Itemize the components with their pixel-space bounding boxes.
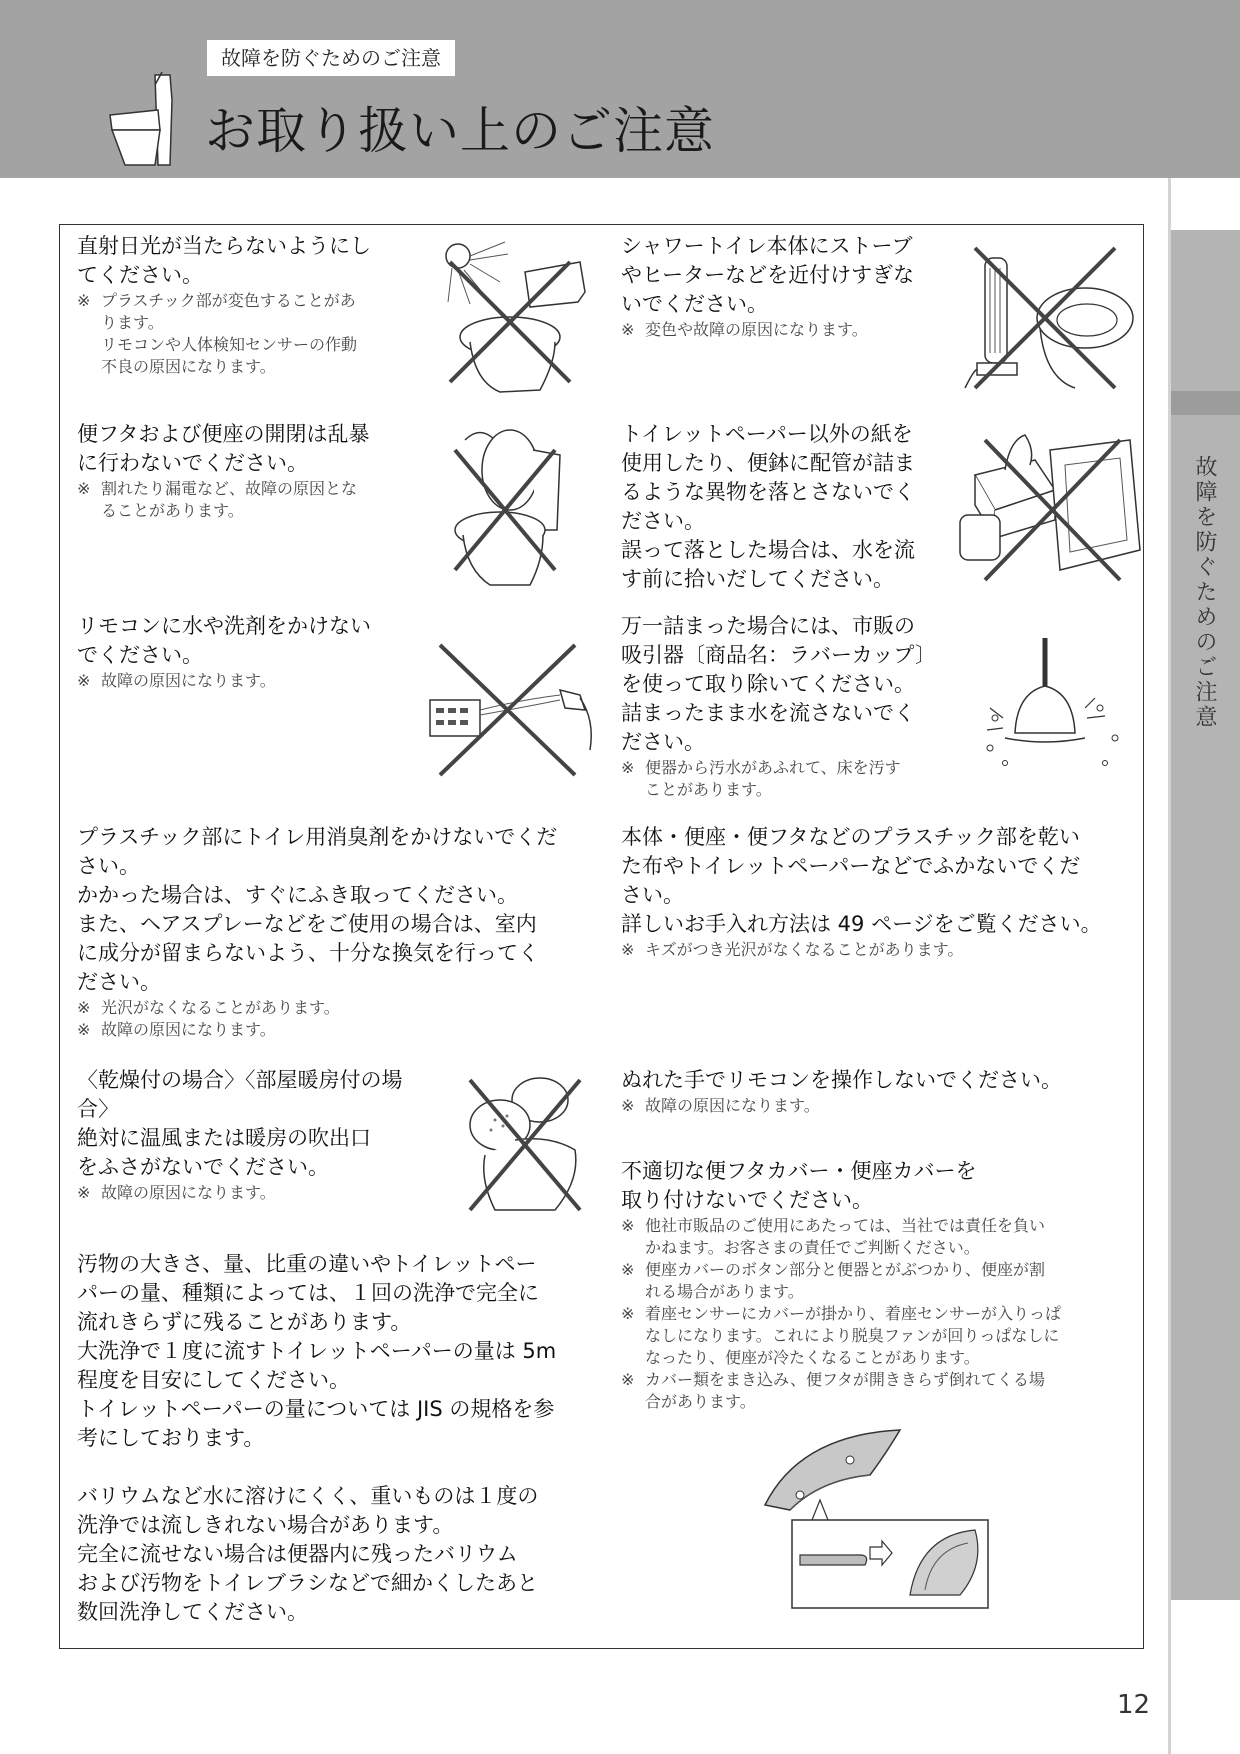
note-mark: ※ — [621, 1304, 635, 1323]
caution-note-line: ります。 — [101, 313, 164, 332]
caution-heading-line: 誤って落とした場合は、水を流 — [621, 538, 915, 562]
section-side-tab — [1171, 230, 1240, 1600]
caution-heading-line: た布やトイレットペーパーなどでふかないでくだ — [621, 854, 1081, 878]
caution-note — [621, 757, 961, 779]
caution-sunlight — [77, 232, 417, 378]
caution-heading-line: 吸引器〔商品名：ラバーカップ〕 — [621, 643, 936, 667]
caution-heading-line: 洗浄では流しきれない場合があります。 — [77, 1513, 454, 1537]
caution-heading-line: シャワートイレ本体にストーブ — [621, 234, 913, 258]
note-text: 故障の原因になります。 — [101, 1183, 276, 1202]
note-text: 故障の原因になります。 — [101, 1020, 276, 1039]
caution-vent — [77, 1066, 417, 1204]
lid-slam-illustration — [445, 420, 570, 590]
caution-heading-line: 絶対に温風または暖房の吹出口 — [77, 1126, 371, 1150]
note-text: キズがつき光沢がなくなることがあります。 — [645, 940, 964, 959]
caution-heading-line: 詳しいお手入れ方法は 49 ページをご覧ください。 — [621, 912, 1102, 936]
caution-note — [77, 997, 607, 1019]
caution-heading-line: 取り付けないでください。 — [621, 1188, 873, 1212]
note-text: 光沢がなくなることがあります。 — [101, 998, 340, 1017]
caution-heading-line: また、ヘアスプレーなどをご使用の場合は、室内 — [77, 912, 537, 936]
caution-heading-line: す前に拾いだしてください。 — [621, 567, 894, 591]
caution-heading-line: ださい。 — [621, 730, 705, 754]
caution-heading-line: をふさがないでください。 — [77, 1155, 329, 1179]
note-text: 便器から汚水があふれて、床を汚す — [645, 758, 901, 777]
caution-heading-line: を使って取り除いてください。 — [621, 672, 915, 696]
caution-heading-line: かかった場合は、すぐにふき取ってください。 — [77, 883, 518, 907]
caution-remote-water — [77, 612, 417, 692]
caution-heading-line: 詰まったまま水を流さないでく — [621, 701, 915, 725]
caution-note — [621, 1215, 1141, 1237]
caution-heading-line: 不適切な便フタカバー・便座カバーを — [621, 1159, 977, 1183]
note-mark: ※ — [77, 1020, 91, 1039]
note-mark: ※ — [77, 671, 91, 690]
caution-heading-line: バリウムなど水に溶けにくく、重いものは１度の — [77, 1484, 539, 1508]
caution-heading-line: 便フタおよび便座の開閉は乱暴 — [77, 422, 370, 446]
caution-note-line: なったり、便座が冷たくなることがあります。 — [645, 1348, 980, 1367]
caution-heading-line: ださい。 — [77, 970, 161, 994]
caution-heading-line: に成分が留まらないよう、十分な換気を行ってく — [77, 941, 539, 965]
caution-foreign-objects — [621, 420, 961, 594]
note-mark: ※ — [77, 291, 91, 310]
caution-heading-line: トイレットペーパーの量については JIS の規格を参 — [77, 1397, 555, 1421]
note-mark: ※ — [621, 940, 635, 959]
side-tab-label: 故障を防ぐためのご注意 — [1192, 455, 1217, 730]
caution-heading-line: 考にしております。 — [77, 1426, 265, 1450]
caution-note — [621, 319, 961, 341]
caution-note — [77, 1019, 607, 1041]
note-mark: ※ — [621, 320, 635, 339]
caution-heading-line: 汚物の大きさ、量、比重の違いやトイレットペー — [77, 1252, 537, 1276]
note-text: 便座カバーのボタン部分と便器とがぶつかり、便座が割 — [645, 1260, 1046, 1279]
note-mark: ※ — [621, 758, 635, 777]
remote-water-illustration — [420, 640, 600, 780]
note-text: 変色や故障の原因になります。 — [645, 320, 868, 339]
caution-heading-line: 大洗浄で１度に流すトイレットペーパーの量は 5m — [77, 1339, 557, 1363]
caution-note-line: ることがあります。 — [101, 501, 244, 520]
page-title: お取り扱い上のご注意 — [205, 102, 715, 160]
note-text: 他社市販品のご使用にあたっては、当社では責任を負い — [645, 1216, 1046, 1235]
side-tab-marker — [1171, 391, 1240, 415]
caution-heading-line: および汚物をトイレブラシなどで細かくしたあと — [77, 1571, 538, 1595]
note-mark: ※ — [621, 1216, 635, 1235]
caution-note — [621, 1303, 1141, 1325]
caution-heading-line: いでください。 — [621, 292, 768, 316]
caution-heading-line: さい。 — [77, 854, 140, 878]
caution-heading-line: 流れきらずに残ることがあります。 — [77, 1310, 412, 1334]
caution-heading-line: トイレットペーパー以外の紙を — [621, 422, 913, 446]
caution-barium — [77, 1482, 617, 1627]
caution-note-line: リモコンや人体検知センサーの作動 — [101, 335, 358, 354]
note-mark: ※ — [77, 479, 91, 498]
caution-clog — [621, 612, 961, 801]
caution-wipe — [621, 823, 1141, 961]
note-mark: ※ — [77, 998, 91, 1017]
caution-lid-seat — [77, 420, 417, 522]
caution-heading-line: ぬれた手でリモコンを操作しないでください。 — [621, 1068, 1062, 1092]
caution-wet-hands — [621, 1066, 1141, 1117]
caution-heading-line: に行わないでください。 — [77, 451, 308, 475]
note-text: 故障の原因になります。 — [101, 671, 276, 690]
caution-heading-line: 万一詰まった場合には、市販の — [621, 614, 915, 638]
caution-flush — [77, 1250, 617, 1453]
caution-note — [77, 1182, 417, 1204]
caution-note-line: なしになります。これにより脱臭ファンが回りっぱなしに — [645, 1326, 1060, 1345]
note-text: 着座センサーにカバーが掛かり、着座センサーが入りっぱ — [645, 1304, 1062, 1323]
caution-heading-line: やヒーターなどを近付けすぎな — [621, 263, 915, 287]
plunger-illustration — [975, 638, 1135, 778]
caution-note-line: れる場合があります。 — [645, 1282, 804, 1301]
header-band — [0, 0, 1240, 178]
sunlight-toilet-illustration — [430, 232, 590, 402]
caution-heater — [621, 232, 961, 341]
caution-heading-line: るような異物を落とさないでく — [621, 480, 915, 504]
caution-note-line: かねます。お客さまの責任でご判断ください。 — [645, 1238, 980, 1257]
caution-heading-line: でください。 — [77, 643, 203, 667]
caution-heading-line: パーの量、種類によっては、１回の洗浄で完全に — [77, 1281, 539, 1305]
caution-heading-line: 〈乾燥付の場合〉〈部屋暖房付の場合〉 — [77, 1068, 403, 1121]
caution-deodorant — [77, 823, 607, 1041]
page-number: 12 — [1117, 1690, 1151, 1720]
caution-heading-line: 完全に流せない場合は便器内に残ったバリウム — [77, 1542, 518, 1566]
caution-note — [77, 670, 417, 692]
caution-heading-line: ださい。 — [621, 509, 705, 533]
paper-objects-illustration — [955, 420, 1145, 590]
caution-heading-line: リモコンに水や洗剤をかけない — [77, 614, 371, 638]
note-text: プラスチック部が変色することがあ — [101, 291, 356, 310]
caution-note-line: ことがあります。 — [645, 780, 772, 799]
caution-heading-line: てください。 — [77, 263, 203, 287]
seat-cover-illustration — [760, 1425, 990, 1610]
caution-heading-line: 程度を目安にしてください。 — [77, 1368, 350, 1392]
caution-note — [621, 939, 1141, 961]
note-text: カバー類をまき込み、便フタが開ききらず倒れてくる場 — [645, 1370, 1045, 1389]
note-mark: ※ — [77, 1183, 91, 1202]
caution-note-line: 合があります。 — [645, 1392, 756, 1411]
caution-heading-line: プラスチック部にトイレ用消臭剤をかけないでくだ — [77, 825, 558, 849]
caution-cover — [621, 1157, 1141, 1413]
note-mark: ※ — [621, 1260, 635, 1279]
caution-heading-line: 数回洗浄してください。 — [77, 1600, 308, 1624]
caution-note — [77, 478, 417, 500]
caution-heading-line: 使用したり、便鉢に配管が詰ま — [621, 451, 915, 475]
vent-blocked-illustration — [455, 1070, 595, 1220]
caution-heading-line: さい。 — [621, 883, 684, 907]
toilet-icon — [100, 70, 180, 170]
note-mark: ※ — [621, 1096, 635, 1115]
note-mark: ※ — [621, 1370, 635, 1389]
caution-note-line: 不良の原因になります。 — [101, 357, 276, 376]
caution-note — [621, 1259, 1141, 1281]
caution-heading-line: 直射日光が当たらないようにし — [77, 234, 371, 258]
heater-toilet-illustration — [955, 238, 1135, 393]
caution-note — [77, 290, 417, 312]
caution-note — [621, 1095, 1141, 1117]
note-text: 故障の原因になります。 — [645, 1096, 820, 1115]
section-tag: 故障を防ぐためのご注意 — [207, 40, 455, 76]
caution-heading-line: 本体・便座・便フタなどのプラスチック部を乾い — [621, 825, 1080, 849]
note-text: 割れたり漏電など、故障の原因とな — [101, 479, 358, 498]
caution-note — [621, 1369, 1141, 1391]
